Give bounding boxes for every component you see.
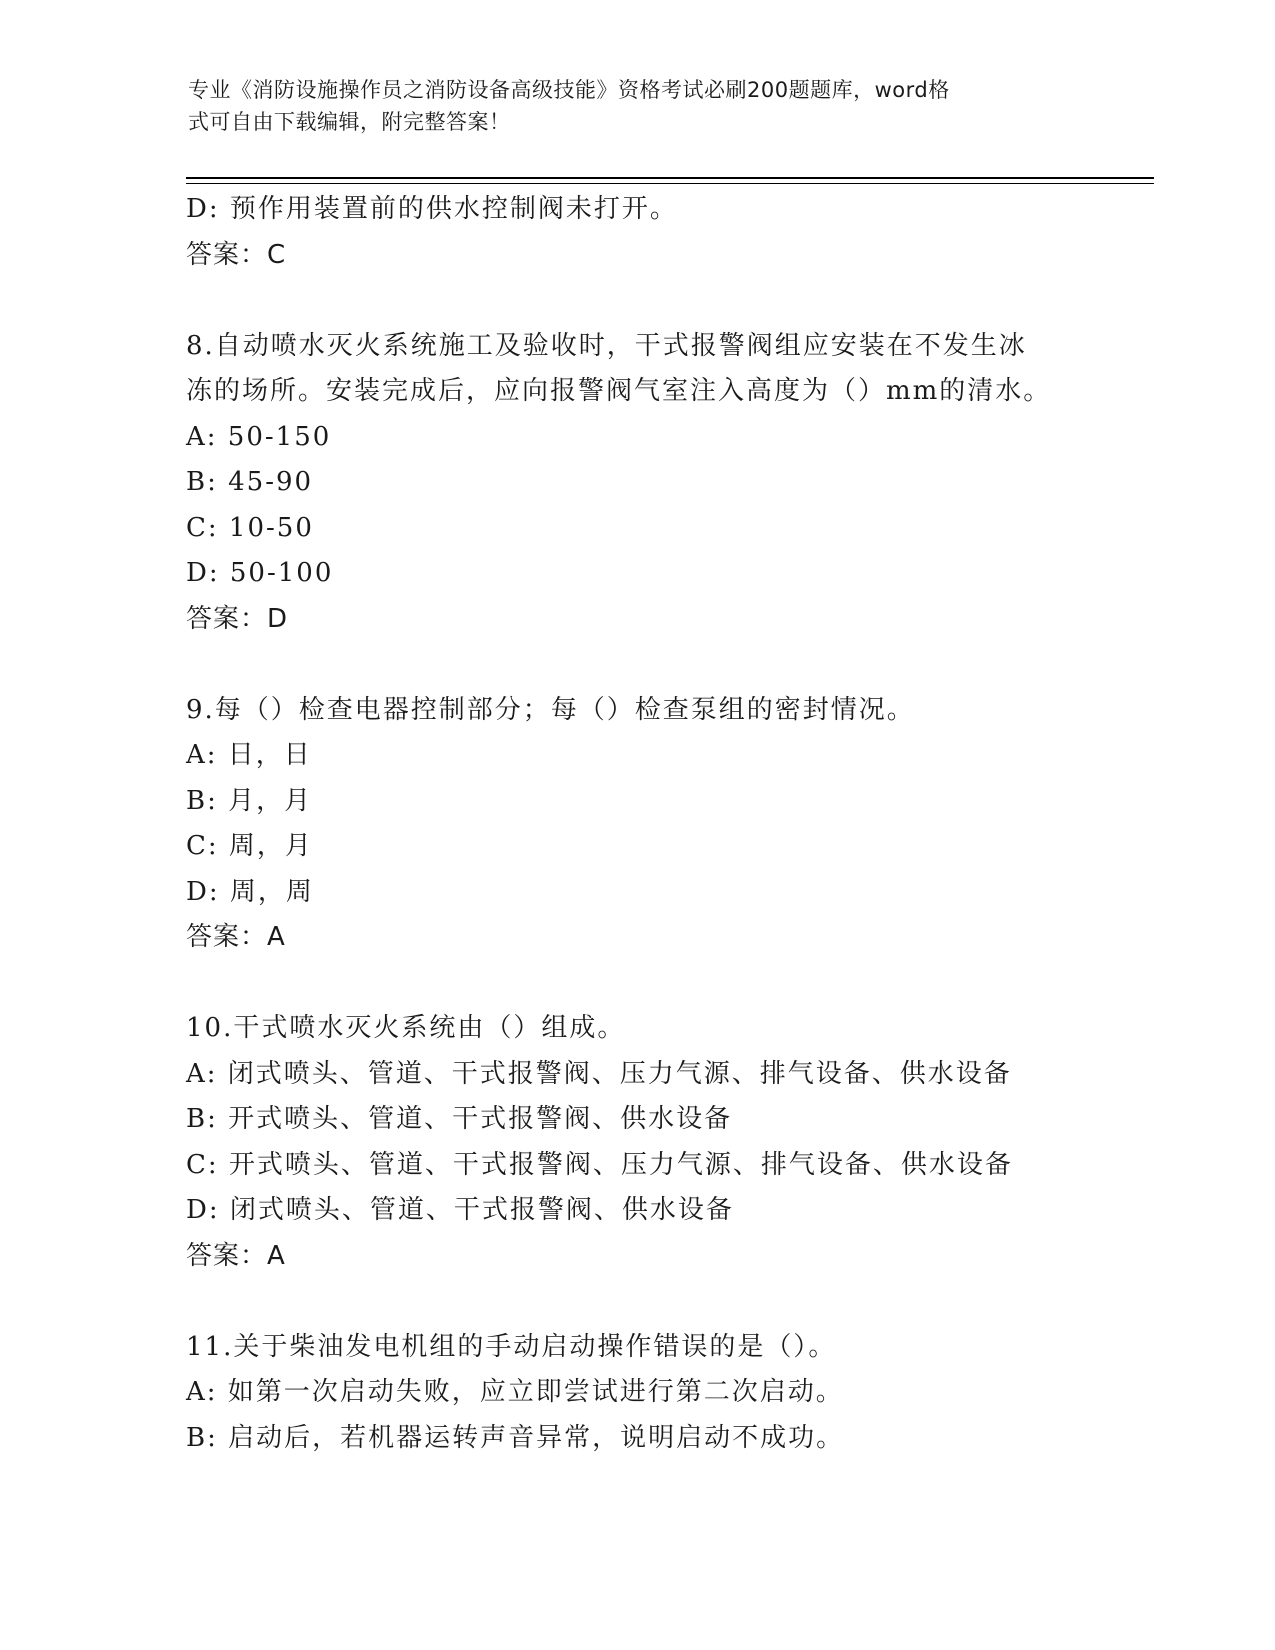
- option-c: C: 10-50: [186, 512, 314, 543]
- option-a: A: 50-150: [186, 421, 332, 452]
- question-list: [186, 187, 1126, 1461]
- spacer: [186, 642, 1126, 688]
- question-9: [186, 688, 1126, 961]
- option-d: D: 周，周: [186, 876, 314, 907]
- option-a: A: 闭式喷头、管道、干式报警阀、压力气源、排气设备、供水设备: [186, 1058, 1012, 1089]
- question-8: [186, 324, 1126, 643]
- answer: 答案：D: [186, 603, 289, 634]
- header-line-2: 式可自由下载编辑，附完整答案！: [188, 110, 511, 134]
- option-b: B: 启动后，若机器运转声音异常，说明启动不成功。: [186, 1422, 845, 1453]
- option-c: C: 周，月: [186, 831, 313, 861]
- header-line-1: 专业《消防设施操作员之消防设备高级技能》资格考试必刷200题题库，word格: [188, 78, 950, 102]
- option-a: A: 日，日: [186, 740, 312, 770]
- spacer: [186, 278, 1126, 324]
- document-header: [188, 74, 1068, 138]
- answer: 答案：A: [186, 922, 286, 952]
- question-stem-line-1: 8.自动喷水灭火系统施工及验收时，干式报警阀组应安装在不发生冰: [186, 330, 1027, 361]
- option-c: C: 开式喷头、管道、干式报警阀、压力气源、排气设备、供水设备: [186, 1149, 1013, 1180]
- option-d: D: 50-100: [186, 558, 334, 588]
- spacer: [186, 961, 1126, 1007]
- question-stem-line-2: 冻的场所。安装完成后，应向报警阀气室注入高度为（）mm的清水。: [186, 376, 1052, 406]
- header-divider-thin: [186, 183, 1154, 184]
- question-10: [186, 1006, 1126, 1279]
- answer: 答案：A: [186, 1240, 286, 1271]
- header-divider-thick: [186, 177, 1154, 179]
- answer: 答案：C: [186, 239, 287, 270]
- question-stem: 9.每（）检查电器控制部分；每（）检查泵组的密封情况。: [186, 694, 915, 725]
- option-a: A: 如第一次启动失败，应立即尝试进行第二次启动。: [186, 1377, 844, 1407]
- option-d: D: 预作用装置前的供水控制阀未打开。: [186, 194, 678, 224]
- question-stem: 11.关于柴油发电机组的手动启动操作错误的是（）。: [186, 1331, 837, 1362]
- option-b: B: 45-90: [186, 467, 314, 497]
- question-7: [186, 187, 1126, 278]
- option-b: B: 开式喷头、管道、干式报警阀、供水设备: [186, 1104, 733, 1134]
- question-stem: 10.干式喷水灭火系统由（）组成。: [186, 1013, 626, 1043]
- option-d: D: 闭式喷头、管道、干式报警阀、供水设备: [186, 1195, 734, 1225]
- spacer: [186, 1279, 1126, 1325]
- question-11: [186, 1325, 1126, 1462]
- option-b: B: 月，月: [186, 785, 313, 816]
